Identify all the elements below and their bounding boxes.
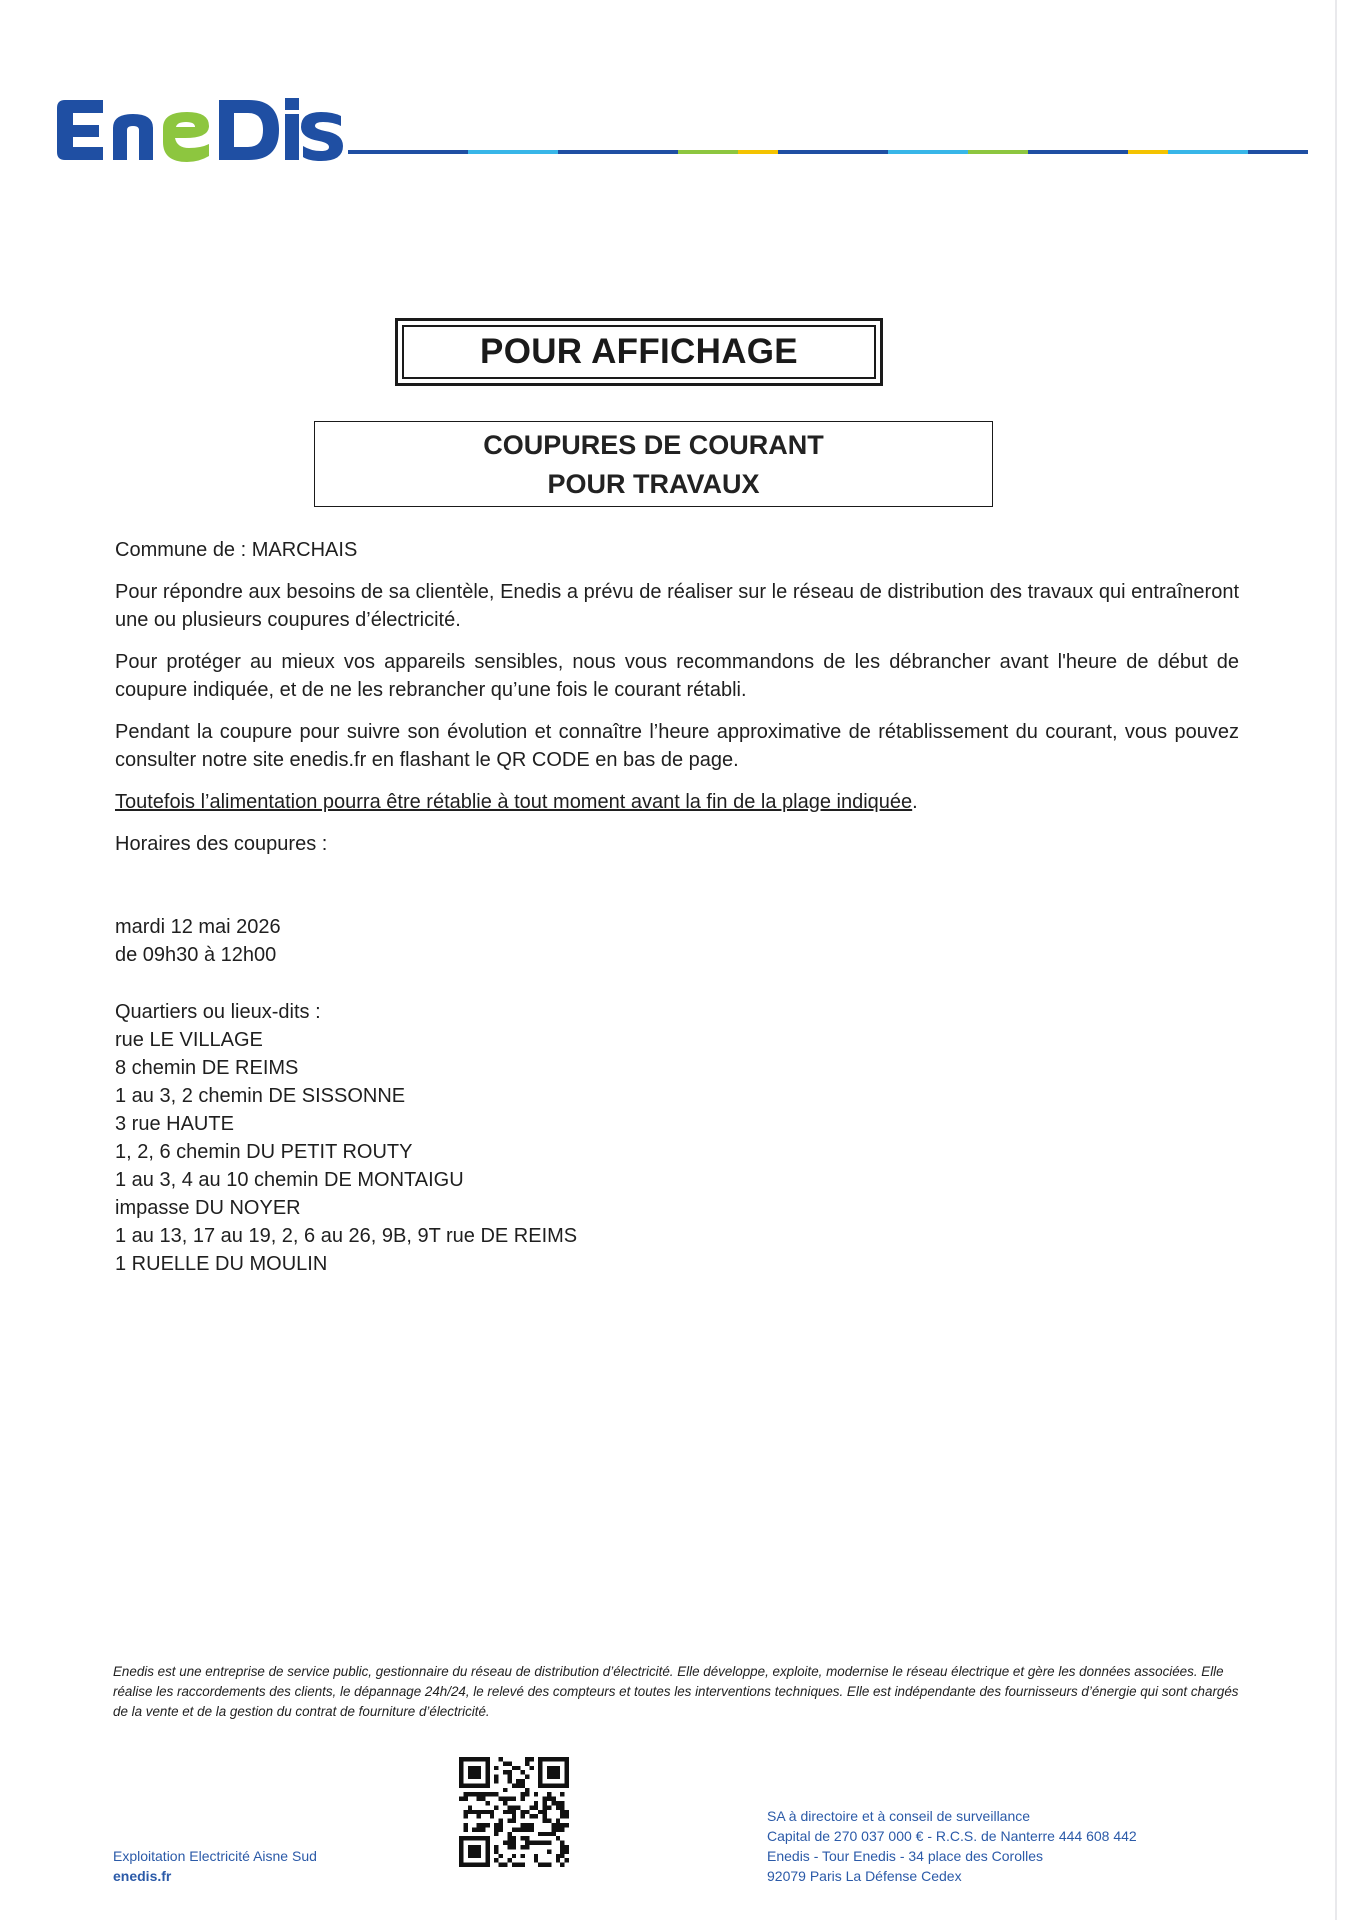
location-item: 1 au 3, 4 au 10 chemin DE MONTAIGU [115,1169,464,1191]
schedule-block [115,913,281,969]
location-item: 1 RUELLE DU MOULIN [115,1253,328,1275]
schedule-time: de 09h30 à 12h00 [115,944,277,966]
location-item: 1 au 13, 17 au 19, 2, 6 au 26, 9B, 9T rue DE REIMS [115,1225,578,1247]
availability-notice: Toutefois l’alimentation pourra être rétablie à tout moment avant la fin de la plage indiquée [115,791,913,813]
footer-website-link[interactable]: enedis.fr [113,1868,172,1884]
header-rule [348,150,1308,154]
location-item: 1, 2, 6 chemin DU PETIT ROUTY [115,1141,413,1163]
schedule-date: mardi 12 mai 2026 [115,916,281,938]
footer-legal [767,1806,1137,1886]
display-label-box [395,318,883,386]
location-item: 3 rue HAUTE [115,1113,234,1135]
locations-label: Quartiers ou lieux-dits : [115,1001,321,1023]
legal-line: Capital de 270 037 000 € - R.C.S. de Nanterre 444 608 442 [767,1828,1137,1844]
footer-left [113,1846,317,1886]
title-line1: COUPURES DE COURANT [483,430,824,460]
paragraph-2: Pour protéger au mieux vos appareils sensibles, nous vous recommandons de les débrancher avant l'heure de début de coupure indiquée, et de ne les rebrancher qu’une fois le courant rétabli. [115,651,1239,701]
enedis-logo [53,94,343,166]
scan-edge [1335,0,1337,1920]
qr-code-icon[interactable] [459,1757,569,1867]
location-item: 1 au 3, 2 chemin DE SISSONNE [115,1085,406,1107]
disclaimer: Enedis est une entreprise de service public, gestionnaire du réseau de distribution d’électricité. Elle développe, exploite, modernise le réseau électrique et gère les données associées. Elle réalise les raccordements des clients, le dépannage 24h/24, le relevé des compteurs et toutes les interventions techniques. Elle est indépendante des fournisseurs d’énergie qui sont chargés de la vente et de la gestion du contrat de fourniture d’électricité. [113,1664,1239,1719]
display-label: POUR AFFICHAGE [402,325,876,379]
location-item: impasse DU NOYER [115,1197,301,1219]
legal-line: SA à directoire et à conseil de surveillance [767,1808,1031,1824]
paragraph-3: Pendant la coupure pour suivre son évolution et connaître l’heure approximative de rétablissement du courant, vous pouvez consulter notre site enedis.fr en flashant le QR CODE en bas de page. [115,721,1239,771]
paragraph-1: Pour répondre aux besoins de sa clientèle, Enedis a prévu de réaliser sur le réseau de distribution des travaux qui entraîneront une ou plusieurs coupures d’électricité. [115,581,1239,631]
legal-line: 92079 Paris La Défense Cedex [767,1868,962,1884]
footer-unit: Exploitation Electricité Aisne Sud [113,1848,317,1864]
schedule-label: Horaires des coupures : [115,833,328,855]
commune-line: Commune de : MARCHAIS [115,539,358,561]
paragraph-4: Toutefois l’alimentation pourra être rétablie à tout moment avant la fin de la plage indiquée. [115,791,918,813]
title-line2: POUR TRAVAUX [547,469,760,499]
location-item: rue LE VILLAGE [115,1029,263,1051]
locations-block [115,998,577,1278]
title-box [314,421,993,507]
legal-line: Enedis - Tour Enedis - 34 place des Corolles [767,1848,1044,1864]
location-item: 8 chemin DE REIMS [115,1057,299,1079]
